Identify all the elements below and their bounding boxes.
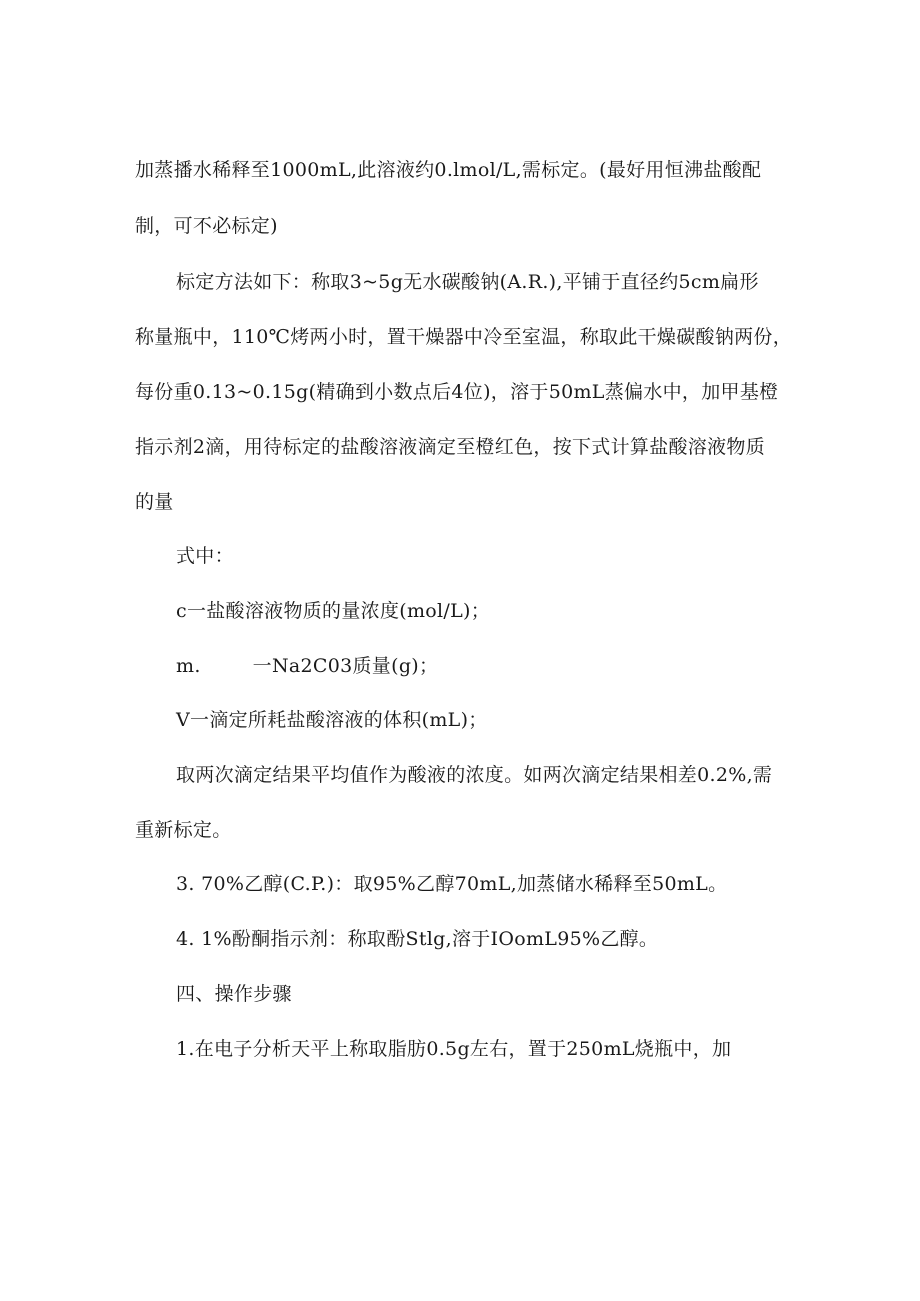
definition-c: c一盐酸溶液物质的量浓度(mol/L)； — [176, 600, 491, 622]
definition-m-text: 一Na2C03质量(g)； — [252, 655, 439, 677]
paragraph-line-2: 制，可不必标定) — [135, 215, 278, 237]
paragraph-line-8: 取两次滴定结果平均值作为酸液的浓度。如两次滴定结果相差0.2%,需 — [176, 764, 773, 786]
definition-v: V一滴定所耗盐酸溶液的体积(mL)； — [176, 709, 488, 731]
section-heading: 四、操作步骤 — [176, 983, 292, 1005]
paragraph-line-7: 的量 — [135, 491, 174, 513]
formula-intro: 式中： — [176, 545, 234, 567]
list-item-3: 3. 70%乙醇(C.P.)：取95%乙醇70mL,加蒸储水稀释至50mL。 — [176, 873, 728, 895]
paragraph-line-3: 标定方法如下：称取3~5g无水碳酸钠(A.R.),平铺于直径约5cm扁形 — [176, 271, 759, 293]
paragraph-line-9: 重新标定。 — [135, 819, 232, 841]
paragraph-line-1: 加蒸播水稀释至1000mL,此溶液约0.lmol/L,需标定。(最好用恒沸盐酸配 — [135, 159, 762, 181]
step-1: 1.在电子分析天平上称取脂肪0.5g左右，置于250mL烧瓶中，加 — [176, 1038, 732, 1060]
paragraph-line-4: 称量瓶中，110℃烤两小时，置干燥器中冷至室温，称取此干燥碳酸钠两份， — [135, 326, 793, 348]
paragraph-line-6: 指示剂2滴，用待标定的盐酸溶液滴定至橙红色，按下式计算盐酸溶液物质 — [135, 436, 765, 458]
paragraph-line-5: 每份重0.13~0.15g(精确到小数点后4位)，溶于50mL蒸偏水中，加甲基橙 — [135, 381, 779, 403]
list-item-4: 4. 1%酚酮指示剂：称取酚Stlg,溶于IOomL95%乙醇。 — [176, 928, 659, 950]
definition-m — [176, 654, 438, 678]
definition-m-symbol: m. — [176, 655, 201, 677]
